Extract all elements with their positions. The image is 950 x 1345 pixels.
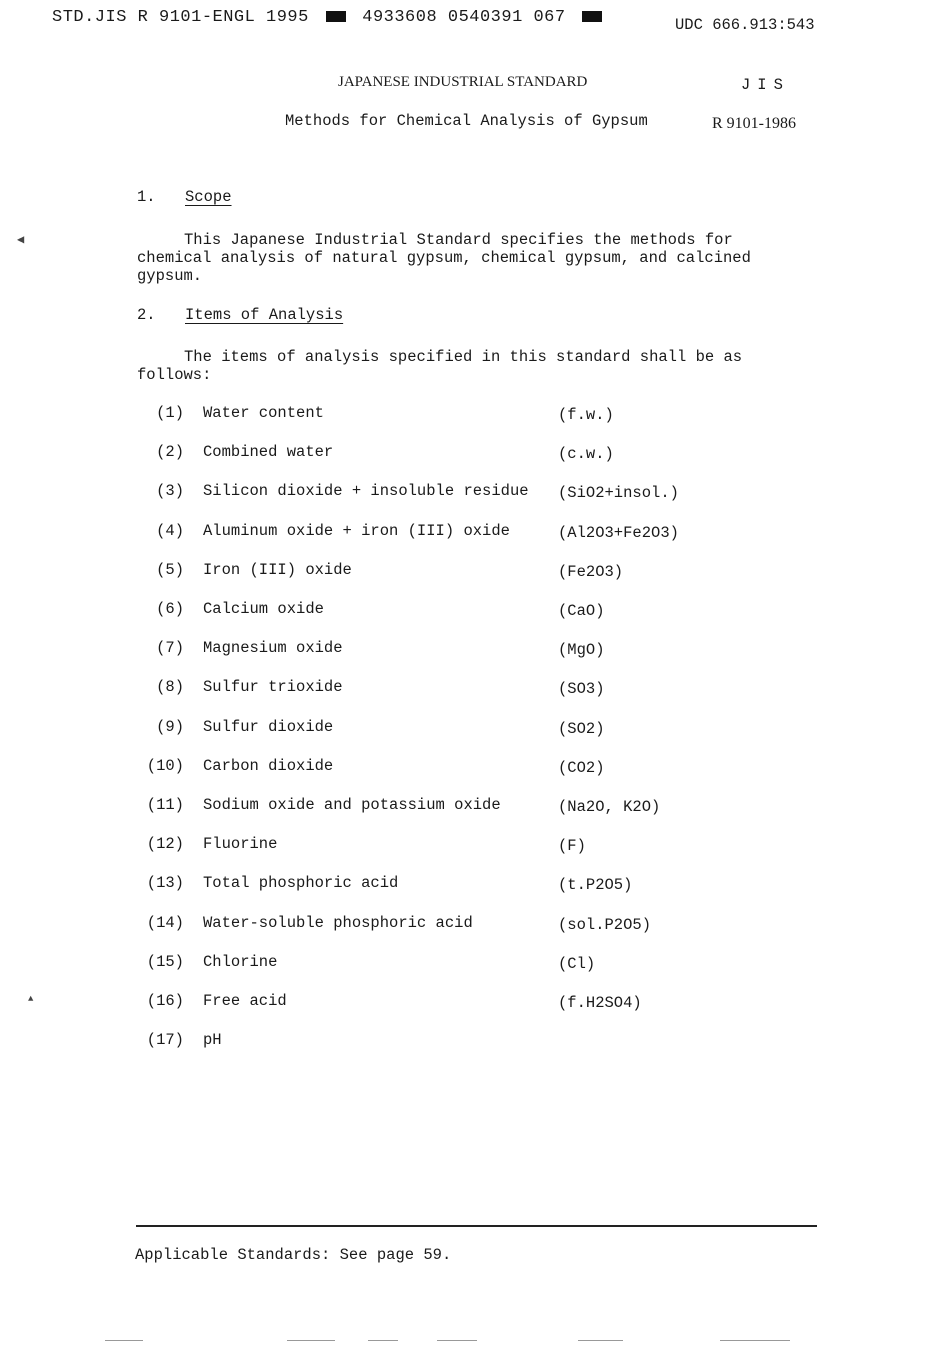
item-number: (2) [156,443,184,461]
item-name: Aluminum oxide + iron (III) oxide [203,522,510,540]
scan-dash [437,1340,477,1341]
item-number: (1) [156,404,184,422]
item-number: (16) [146,992,184,1010]
item-symbol: (f.H2SO4) [558,994,642,1012]
section-2-text [137,348,797,384]
item-name: Silicon dioxide + insoluble residue [203,482,529,500]
scan-mark: ▲ [28,994,34,1004]
scan-dash [287,1340,335,1341]
footer-rule [136,1225,817,1227]
item-number: (9) [156,718,184,736]
standard-body: JAPANESE INDUSTRIAL STANDARD [338,74,588,90]
item-symbol: (F) [558,837,586,855]
item-number: (10) [146,757,184,775]
item-name: Calcium oxide [203,600,324,618]
document-serial: 4933608 0540391 067 [362,8,566,27]
item-name: Water-soluble phosphoric acid [203,914,473,932]
item-number: (12) [146,835,184,853]
item-number: (7) [156,639,184,657]
scan-mark: ◀ [17,233,25,247]
item-symbol: (CO2) [558,759,605,777]
item-name: Fluorine [203,835,278,853]
document-code: STD.JIS R 9101-ENGL 1995 [52,8,309,27]
section-1-number: 1. [137,188,156,206]
item-symbol: (CaO) [558,602,605,620]
section-1-title: Scope [185,188,232,206]
section-1-body: This Japanese Industrial Standard specifies the methods for chemical analysis of natural gypsum, chemical gypsum, and calcined gypsum. [137,231,751,285]
item-name: pH [203,1031,222,1049]
item-number: (17) [146,1031,184,1049]
section-1-text [137,231,797,285]
item-name: Chlorine [203,953,278,971]
item-number: (8) [156,678,184,696]
standard-number: R 9101-1986 [712,115,796,132]
item-symbol: (MgO) [558,641,605,659]
udc-code: UDC 666.913:543 [675,16,815,34]
item-name: Magnesium oxide [203,639,343,657]
applicable-standards: Applicable Standards: See page 59. [135,1246,452,1264]
item-symbol: (Al2O3+Fe2O3) [558,524,679,542]
barcode-block-right [582,11,602,22]
item-symbol: (c.w.) [558,445,614,463]
item-symbol: (SO3) [558,680,605,698]
item-name: Sulfur dioxide [203,718,334,736]
item-symbol: (Cl) [558,955,596,973]
item-symbol: (Fe2O3) [558,563,624,581]
item-name: Total phosphoric acid [203,874,399,892]
section-2-title: Items of Analysis [185,306,344,324]
item-name: Free acid [203,992,287,1010]
page-title: Methods for Chemical Analysis of Gypsum [285,112,648,130]
item-name: Sulfur trioxide [203,678,343,696]
item-name: Combined water [203,443,334,461]
item-symbol: (Na2O, K2O) [558,798,661,816]
scan-dash [720,1340,790,1341]
item-name: Carbon dioxide [203,757,334,775]
item-name: Water content [203,404,324,422]
item-name: Sodium oxide and potassium oxide [203,796,501,814]
scan-dash [578,1340,623,1341]
item-symbol: (SiO2+insol.) [558,484,679,502]
item-number: (4) [156,522,184,540]
item-symbol: (t.P2O5) [558,876,633,894]
item-number: (5) [156,561,184,579]
scan-dash [368,1340,398,1341]
scan-dash [105,1340,143,1341]
document-code-line [52,8,608,27]
item-number: (3) [156,482,184,500]
item-number: (11) [146,796,184,814]
barcode-block-left [326,11,346,22]
section-2-body: The items of analysis specified in this standard shall be as follows: [137,348,743,384]
item-symbol: (f.w.) [558,406,614,424]
item-symbol: (sol.P2O5) [558,916,652,934]
jis-mark: JIS [741,76,790,94]
item-name: Iron (III) oxide [203,561,352,579]
item-number: (14) [146,914,184,932]
section-2-number: 2. [137,306,156,324]
item-number: (15) [146,953,184,971]
item-number: (6) [156,600,184,618]
item-number: (13) [146,874,184,892]
item-symbol: (SO2) [558,720,605,738]
